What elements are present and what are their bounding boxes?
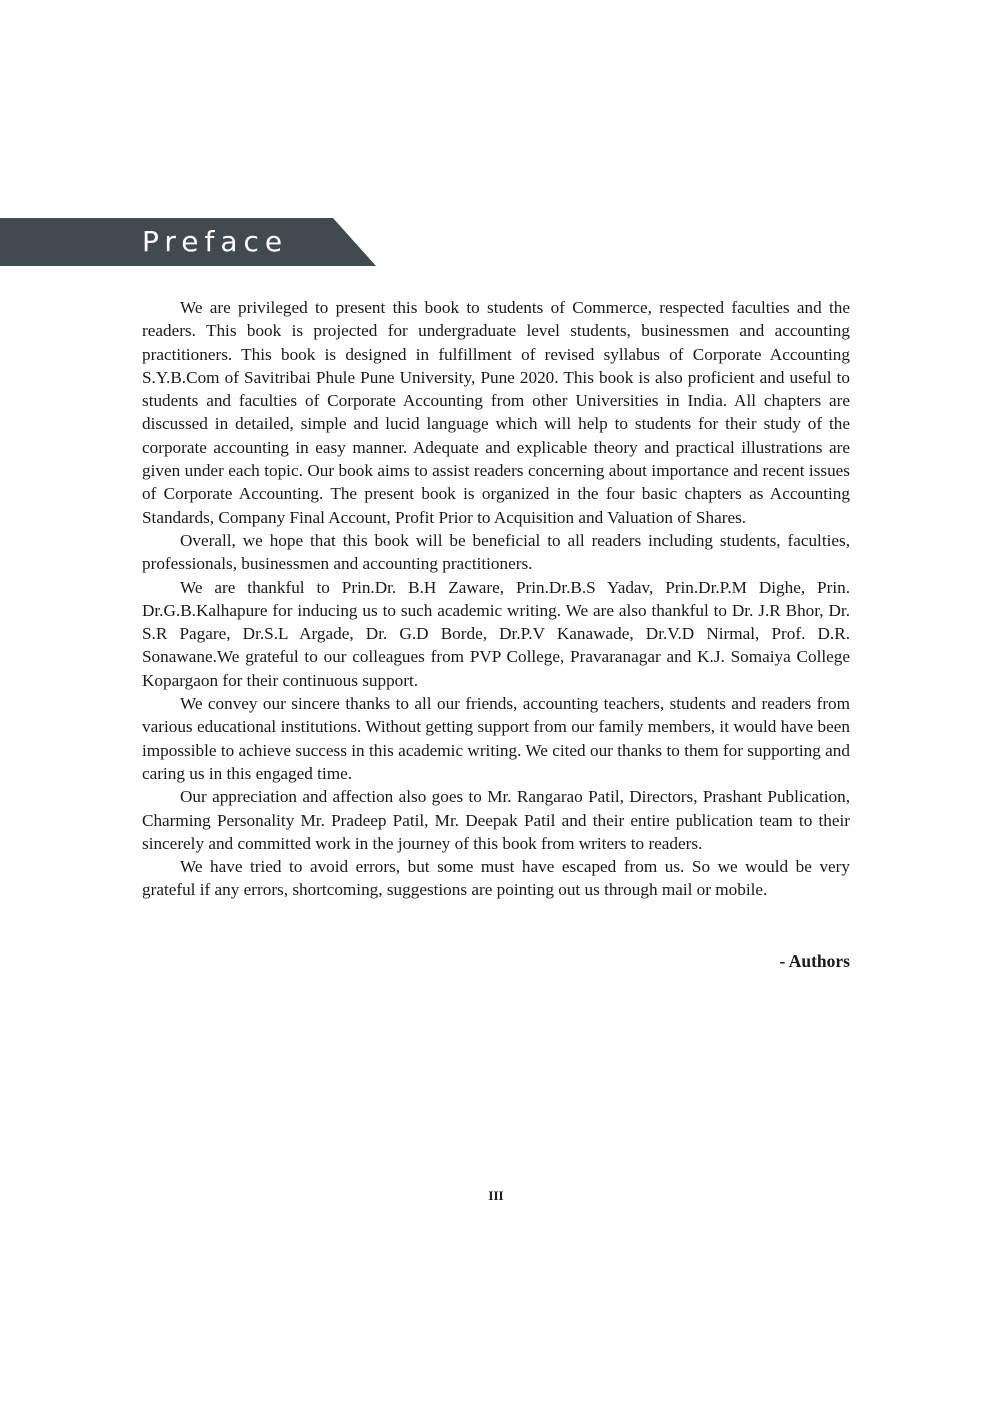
- paragraph: We are thankful to Prin.Dr. B.H Zaware, Prin.Dr.B.S Yadav, Prin.Dr.P.M Dighe, Prin. Dr.G.B.Kalhapure for inducing us to such academic writing. We are also thankful to Dr. J.R Bhor, Dr. S.R Pagare, Dr.S.L Argade, Dr. G.D Borde, Dr.P.V Kanawade, Dr.V.D Nirmal, Prof. D.R. Sonawane.We grateful to our colleagues from PVP College, Pravaranagar and K.J. Somaiya College Kopargaon for their continuous support.: [142, 577, 850, 690]
- page-title: Preface: [142, 225, 289, 258]
- paragraph: Our appreciation and affection also goes to Mr. Rangarao Patil, Directors, Prashant Publication, Charming Personality Mr. Pradeep Patil, Mr. Deepak Patil and their entire publication team to their sincerely and committed work in the journey of this book from writers to readers.: [142, 787, 850, 853]
- authors-signature: - Authors: [779, 951, 850, 971]
- paragraph: Overall, we hope that this book will be beneficial to all readers including students, faculties, professionals, businessmen and accounting practitioners.: [142, 530, 850, 574]
- paragraph: We are privileged to present this book to students of Commerce, respected faculties and the readers. This book is projected for undergraduate level students, businessmen and accounting practitioners. This book is designed in fulfillment of revised syllabus of Corporate Accounting S.Y.B.Com of Savitribai Phule Pune University, Pune 2020. This book is also proficient and useful to students and faculties of Corporate Accounting from other Universities in India. All chapters are discussed in detailed, simple and lucid language which will help to students for their study of the corporate accounting in easy manner. Adequate and explicable theory and practical illustrations are given under each topic. Our book aims to assist readers concerning about importance and recent issues of Corporate Accounting. The present book is organized in the four basic chapters as Accounting Standards, Company Final Account, Profit Prior to Acquisition and Valuation of Shares.: [142, 298, 850, 527]
- page-number: III: [488, 1188, 504, 1203]
- paragraph: We have tried to avoid errors, but some must have escaped from us. So we would be very grateful if any errors, shortcoming, suggestions are pointing out us through mail or mobile.: [142, 857, 850, 900]
- paragraph: We convey our sincere thanks to all our friends, accounting teachers, students and readers from various educational institutions. Without getting support from our family members, it would have been impossible to achieve success in this academic writing. We cited our thanks to them for supporting and caring us in this engaged time.: [142, 694, 850, 783]
- preface-body: [142, 296, 850, 902]
